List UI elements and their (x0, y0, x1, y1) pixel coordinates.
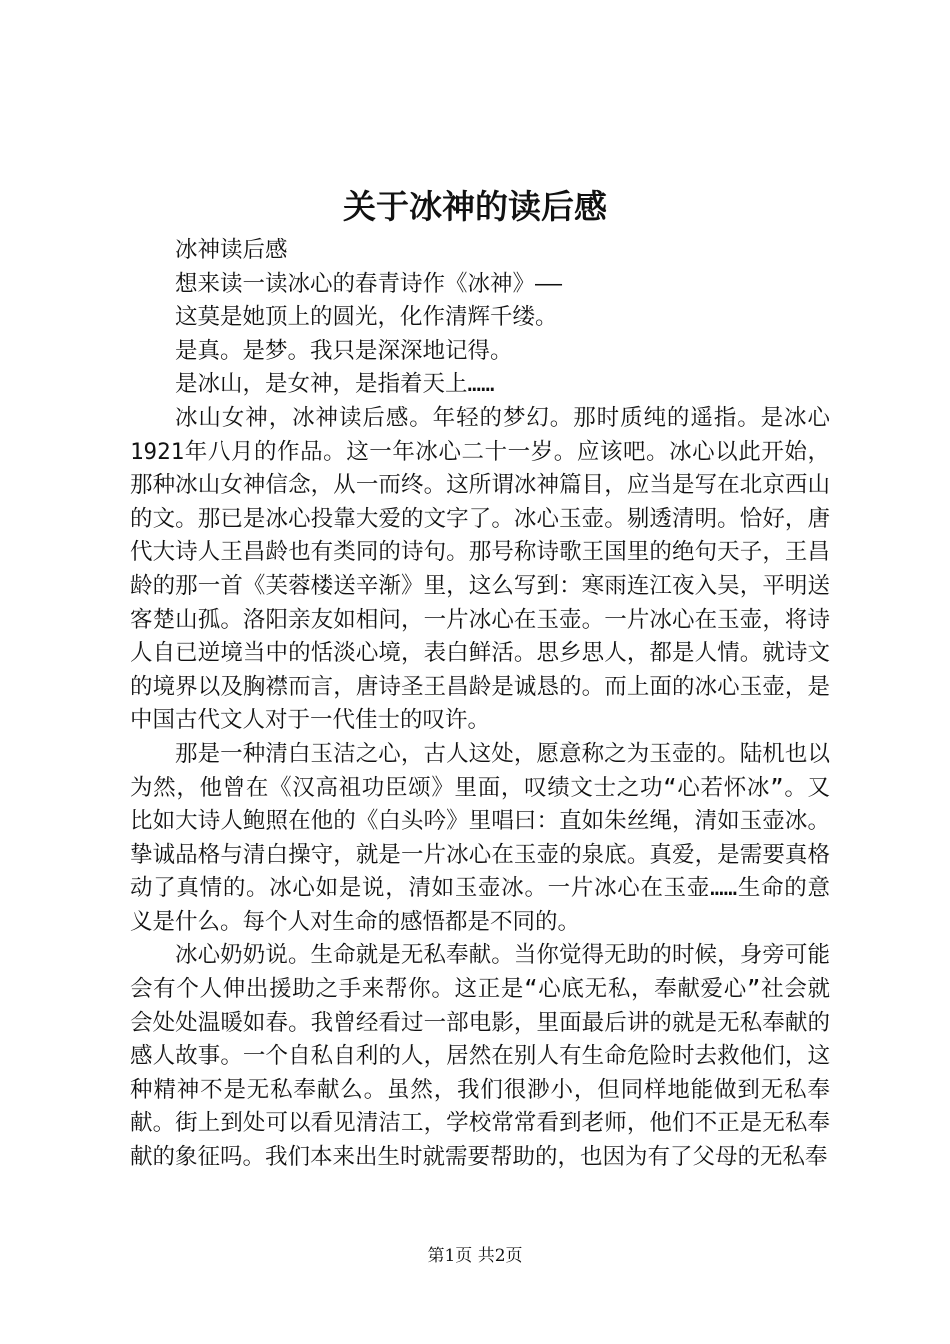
paragraph-heading: 冰神读后感 (175, 237, 288, 263)
poem-line-1: 这莫是她顶上的圆光，化作清辉千缕。 (175, 304, 558, 331)
document-body (130, 234, 830, 1175)
page-number-footer: 第1页 共2页 (427, 1246, 523, 1266)
poem-line-2: 是真。是梦。我只是深深地记得。 (175, 337, 513, 364)
document-title: 关于冰神的读后感 (343, 187, 607, 226)
paragraph-body-3: 冰心奶奶说。生命就是无私奉献。当你觉得无助的时候，身旁可能会有个人伸出援助之手来帮你。这正是“心底无私，奉献爱心”社会就会处处温暖如春。我曾经看过一部电影，里面最后讲的就是无私奉献的感人故事。一个自私自利的人，居然在别人有生命危险时去救他们，这种精神不是无私奉献么。虽然，我们很渺小，但同样地能做到无私奉献。街上到处可以看见清洁工，学校常常看到老师，他们不正是无私奉献的象征吗。我们本来出生时就需要帮助的，也因为有了父母的无私奉 (130, 942, 830, 1171)
paragraph-body-2: 那是一种清白玉洁之心，古人这处，愿意称之为玉壶的。陆机也以为然，他曾在《汉高祖功臣颂》里面，叹绩文士之功“心若怀冰”。又比如大诗人鲍照在他的《白头吟》里唱曰：直如朱丝绳，清如玉壶冰。挚诚品格与清白操守，就是一片冰心在玉壶的泉底。真爱，是需要真格动了真情的。冰心如是说，清如玉壶冰。一片冰心在玉壶……生命的意义是什么。每个人对生命的感悟都是不同的。 (130, 740, 830, 935)
paragraph-body-1: 冰山女神，冰神读后感。年轻的梦幻。那时质纯的遥指。是冰心1921年八月的作品。这一年冰心二十一岁。应该吧。冰心以此开始，那种冰山女神信念，从一而终。这所谓冰神篇目，应当是写在北京西山的文。那已是冰心投靠大爱的文字了。冰心玉壶。剔透清明。恰好，唐代大诗人王昌龄也有类同的诗句。那号称诗歌王国里的绝句天子，王昌龄的那一首《芙蓉楼送辛渐》里，这么写到：寒雨连江夜入吴，平明送客楚山孤。洛阳亲友如相问，一片冰心在玉壶。一片冰心在玉壶，将诗人自已逆境当中的恬淡心境，表白鲜活。思乡思人，都是人情。就诗文的境界以及胸襟而言，唐诗圣王昌龄是诚恳的。而上面的冰心玉壶，是中国古代文人对于一代佳士的叹许。 (130, 404, 830, 734)
poem-line-3: 是冰山，是女神，是指着天上…… (175, 371, 495, 398)
paragraph-intro: 想来读一读冰心的春青诗作《冰神》—— (175, 270, 563, 297)
